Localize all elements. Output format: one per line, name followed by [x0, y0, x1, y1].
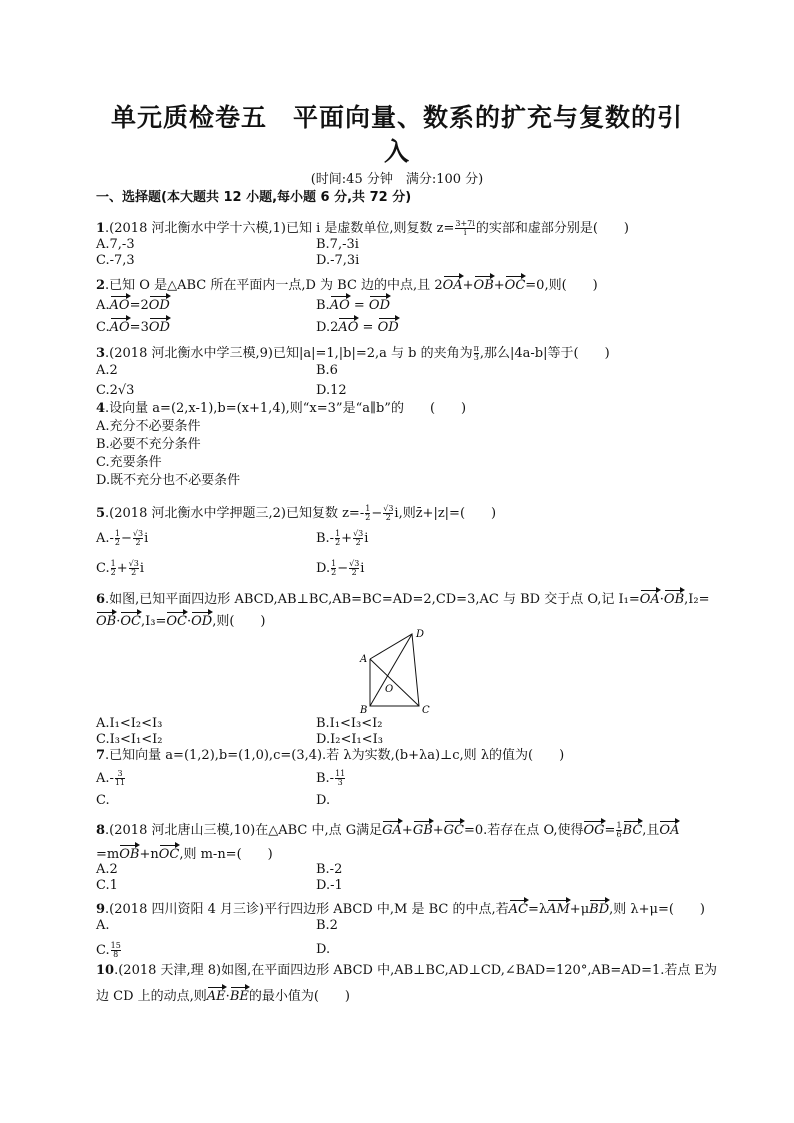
option-b: B.7,-3i [316, 237, 359, 252]
option-c: C.AO=3OD [96, 320, 170, 335]
option-a: A.2 [96, 363, 118, 378]
question-8-options-row2 [96, 878, 343, 894]
fraction: $\frac{\pi}{3}$ [473, 344, 479, 362]
option-b: B.- $\frac{1}{2}$ + $\frac{√3}{2}$ i [316, 529, 369, 547]
option-c: C.2√3 [96, 383, 135, 398]
option-a: A.I₁<I₂<I₃ [96, 716, 163, 731]
option-a: A. [96, 918, 110, 933]
option-d: D.-7,3i [316, 253, 360, 268]
label-b: B [360, 705, 368, 716]
question-8: 8.(2018 河北唐山三模,10)在△ABC 中,点 G满足GA+GB+GC=0.若存在点 O,使得OG= $\frac{1}{6}$ BC,且OA [96, 821, 680, 839]
option-c: C.I₃<I₁<I₂ [96, 732, 163, 747]
question-7-options-row1 [96, 769, 346, 787]
exam-subtitle: (时间:45 分钟 满分:100 分) [310, 172, 484, 187]
option-b: B.- $\frac{11}{3}$ [316, 769, 346, 787]
option-a: A.7,-3 [96, 237, 135, 252]
option-a: A.AO=2OD [96, 298, 170, 313]
option-b: B.6 [316, 363, 338, 378]
question-4: 4.设向量 a=(2,x-1),b=(x+1,4),则“x=3”是“a∥b”的 ( ) [96, 401, 467, 416]
option-d: D.12 [316, 383, 347, 398]
question-6-cont: OB·OC,I₃=OC·OD,则( ) [96, 611, 265, 630]
quadrilateral-figure [356, 626, 436, 716]
diagonal-ac [370, 659, 419, 706]
option-d: D.既不充分也不必要条件 [96, 473, 241, 488]
question-6-options-row1 [96, 716, 383, 732]
question-8-options-row1 [96, 862, 343, 878]
option-d: D. $\frac{1}{2}$ − $\frac{√3}{2}$ i [316, 559, 365, 577]
option-a: A.充分不必要条件 [96, 419, 201, 434]
question-7-options-row2 [96, 793, 331, 809]
option-d: D. [316, 942, 331, 957]
option-d: D. [316, 793, 331, 808]
option-c: C.-7,3 [96, 253, 135, 268]
question-1-options-row1 [96, 237, 359, 253]
option-d: D.I₂<I₁<I₃ [316, 732, 383, 747]
fraction: $\frac{3+7i}{i}$ [455, 219, 475, 237]
question-2-options-row2 [96, 317, 399, 336]
question-6: 6.如图,已知平面四边形 ABCD,AB⊥BC,AB=BC=AD=2,CD=3,AC 与 BD 交于点 O,记 I₁=OA·OB,I₂= [96, 589, 710, 608]
label-o: O [385, 684, 394, 695]
section-heading: 一、选择题(本大题共 12 小题,每小题 6 分,共 72 分) [96, 190, 412, 205]
question-10-cont: 边 CD 上的动点,则AE·BE的最小值为( ) [96, 986, 350, 1005]
page-title-line2: 入 [383, 137, 410, 166]
option-b: B.2 [316, 918, 338, 933]
option-c: C. $\frac{15}{8}$ [96, 941, 121, 959]
option-c: C. [96, 793, 110, 808]
question-3: 3.(2018 河北衡水中学三模,9)已知|a|=1,|b|=2,a 与 b 的夹角为 $\frac{\pi}{3}$ ,那么|4a-b|等于( ) [96, 344, 610, 362]
question-8-cont: =mOB+nOC,则 m-n=( ) [96, 844, 273, 863]
option-a: A.- $\frac{3}{11}$ [96, 769, 126, 787]
question-9-options-row1 [96, 918, 338, 934]
question-3-options-row1 [96, 363, 338, 379]
question-5: 5.(2018 河北衡水中学押题三,2)已知复数 z=- $\frac{1}{2}$ − $\frac{√3}{2}$ i,则z̄+|z|=( ) [96, 504, 497, 522]
option-b: B.AO = OD [316, 295, 390, 314]
option-a: A.- $\frac{1}{2}$ − $\frac{√3}{2}$ i [96, 529, 149, 547]
question-1: 1.(2018 河北衡水中学十六模,1)已知 i 是虚数单位,则复数 z= $\frac{3+7i}{i}$ 的实部和虚部分别是( ) [96, 219, 629, 237]
question-9: 9.(2018 四川资阳 4 月三诊)平行四边形 ABCD 中,M 是 BC 的中点,若AC=λAM+μBD,则 λ+μ=( ) [96, 899, 705, 918]
question-5-options-row1 [96, 529, 369, 547]
label-a: A [360, 654, 368, 665]
option-b: B.-2 [316, 862, 343, 877]
question-10: 10.(2018 天津,理 8)如图,在平面四边形 ABCD 中,AB⊥BC,AD⊥CD,∠BAD=120°,AB=AD=1.若点 E为 [96, 963, 718, 978]
option-c: C.充要条件 [96, 455, 162, 470]
question-1-options-row2 [96, 253, 360, 269]
vector-oa: OA [443, 275, 463, 294]
question-2-options-row1 [96, 295, 390, 314]
question-6-options-row2 [96, 732, 383, 748]
label-c: C [422, 705, 430, 716]
label-d: D [416, 629, 425, 640]
vector-ob: OB [474, 275, 494, 294]
vector-oc: OC [505, 275, 526, 294]
question-9-options-row2 [96, 941, 331, 959]
option-a: A.2 [96, 862, 118, 877]
question-3-options-row2 [96, 383, 347, 399]
question-5-options-row2 [96, 559, 365, 577]
diagonal-bd [370, 634, 412, 706]
option-c: C. $\frac{1}{2}$ + $\frac{√3}{2}$ i [96, 559, 144, 577]
option-d: D.2AO = OD [316, 317, 399, 336]
option-b: B.必要不充分条件 [96, 437, 201, 452]
question-7: 7.已知向量 a=(1,2),b=(1,0),c=(3,4).若 λ为实数,(b+λa)⊥c,则 λ的值为( ) [96, 748, 565, 763]
page-title-line1: 单元质检卷五 平面向量、数系的扩充与复数的引 [110, 103, 683, 132]
option-c: C.1 [96, 878, 118, 893]
figure-outline [370, 634, 419, 706]
option-d: D.-1 [316, 878, 343, 893]
question-2: 2.已知 O 是△ABC 所在平面内一点,D 为 BC 边的中点,且 2OA+OB+OC=0,则( ) [96, 275, 598, 294]
option-b: B.I₁<I₃<I₂ [316, 716, 383, 731]
